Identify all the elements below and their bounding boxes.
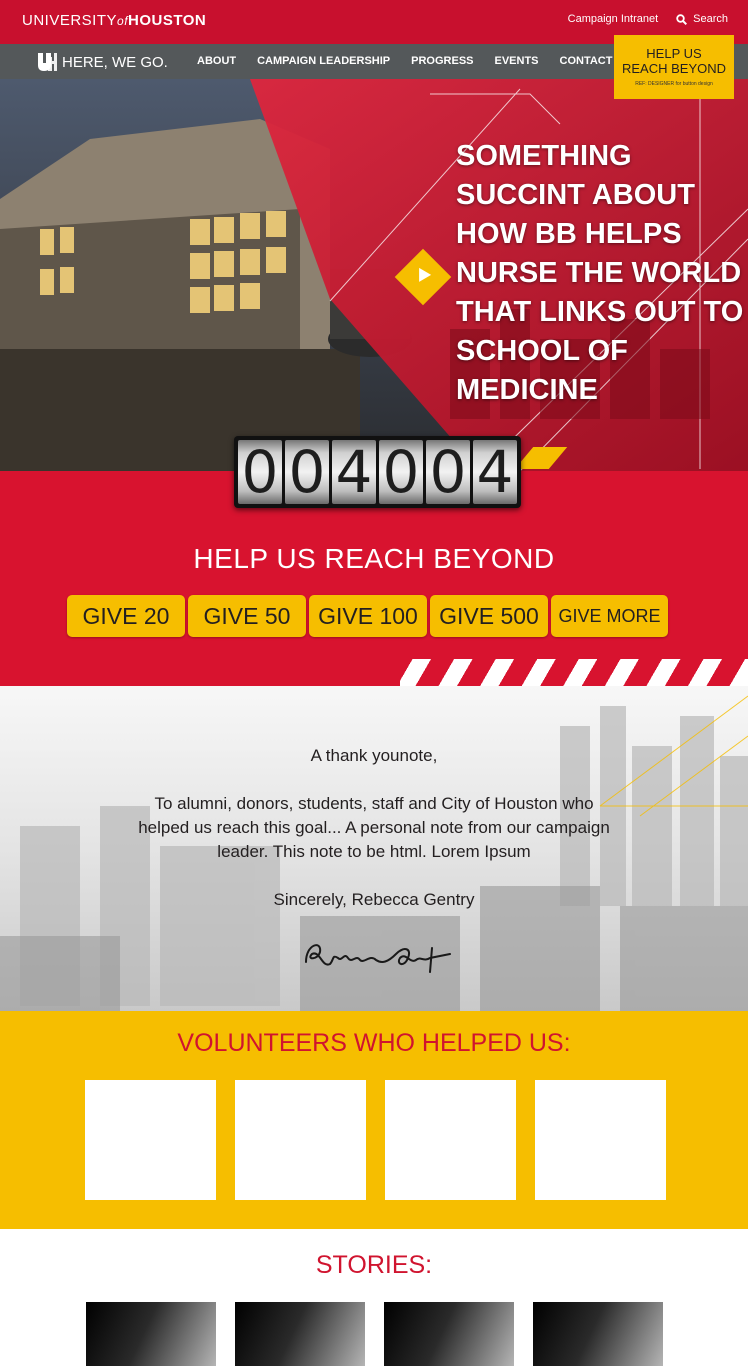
story-card[interactable] xyxy=(533,1302,663,1366)
search-icon xyxy=(676,14,687,25)
nav-item-progress[interactable]: PROGRESS xyxy=(411,55,474,67)
search-link[interactable] xyxy=(676,13,728,25)
brand-tagline: HERE, WE GO. xyxy=(62,53,168,71)
signature-image xyxy=(300,934,456,978)
volunteers-title: VOLUNTEERS WHO HELPED US: xyxy=(177,1029,571,1057)
campaign-brand[interactable] xyxy=(36,51,168,73)
story-cards xyxy=(86,1302,663,1366)
hero-headline[interactable]: SOMETHING SUCCINT ABOUT HOW BB HELPS NURSE THE WORLD THAT LINKS OUT TO SCHOOL OF MEDICINE xyxy=(456,140,744,406)
decorative-stripes xyxy=(400,659,748,686)
hero-banner xyxy=(0,79,748,471)
give-100-button[interactable]: GIVE 100 xyxy=(309,595,427,637)
stories-section xyxy=(0,1229,748,1366)
give-title: HELP US REACH BEYOND xyxy=(193,543,555,574)
counter-digit: 0 xyxy=(426,440,470,504)
note-greeting: A thank younote, xyxy=(310,746,438,765)
give-50-button[interactable]: GIVE 50 xyxy=(188,595,306,637)
volunteers-section xyxy=(0,1011,748,1229)
logo-of: of xyxy=(117,14,129,28)
volunteer-card[interactable] xyxy=(385,1080,516,1200)
uh-monogram-icon xyxy=(36,51,58,73)
logo-suffix: HOUSTON xyxy=(128,12,207,29)
help-us-reach-beyond-button[interactable] xyxy=(614,35,734,99)
nav-item-events[interactable]: EVENTS xyxy=(494,55,539,67)
search-label: Search xyxy=(693,13,728,25)
counter-digit: 0 xyxy=(379,440,423,504)
volunteer-card[interactable] xyxy=(85,1080,216,1200)
counter-digit: 4 xyxy=(473,440,517,504)
campaign-intranet-link[interactable]: Campaign Intranet xyxy=(567,13,659,25)
progress-counter xyxy=(234,436,521,508)
stories-title: STORIES: xyxy=(315,1251,433,1279)
nav-item-campaign-leadership[interactable]: CAMPAIGN LEADERSHIP xyxy=(257,55,391,67)
utility-links xyxy=(568,13,728,25)
give-500-button[interactable]: GIVE 500 xyxy=(430,595,548,637)
note-body: To alumni, donors, students, staff and City of Houston who helped us reach this goal... A personal note from our campaign leader. This note to be html. Lorem Ipsum xyxy=(138,794,610,861)
nav-item-contact[interactable]: CONTACT xyxy=(559,55,613,67)
university-logo[interactable] xyxy=(22,12,206,29)
give-20-button[interactable]: GIVE 20 xyxy=(67,595,185,637)
logo-prefix: UNIVERSITY xyxy=(22,12,118,29)
give-button-group xyxy=(67,595,668,637)
cta-ref-note: REF: DESIGNER for button design xyxy=(635,81,713,87)
volunteer-card[interactable] xyxy=(535,1080,666,1200)
give-more-button[interactable]: GIVE MORE xyxy=(551,595,668,637)
story-card[interactable] xyxy=(384,1302,514,1366)
counter-digit: 0 xyxy=(285,440,329,504)
thank-you-note xyxy=(0,744,748,912)
volunteer-card[interactable] xyxy=(235,1080,366,1200)
story-card[interactable] xyxy=(235,1302,365,1366)
thank-you-section xyxy=(0,686,748,1011)
play-icon xyxy=(419,268,431,282)
counter-digit: 4 xyxy=(332,440,376,504)
nav-menu xyxy=(197,55,612,67)
cta-line-2: REACH BEYOND xyxy=(621,61,727,76)
note-signoff: Sincerely, Rebecca Gentry xyxy=(273,890,475,909)
nav-item-about[interactable]: ABOUT xyxy=(197,55,237,67)
counter-digit: 0 xyxy=(238,440,282,504)
volunteer-cards xyxy=(85,1080,666,1200)
story-card[interactable] xyxy=(86,1302,216,1366)
cta-line-1: HELP US xyxy=(646,46,702,61)
